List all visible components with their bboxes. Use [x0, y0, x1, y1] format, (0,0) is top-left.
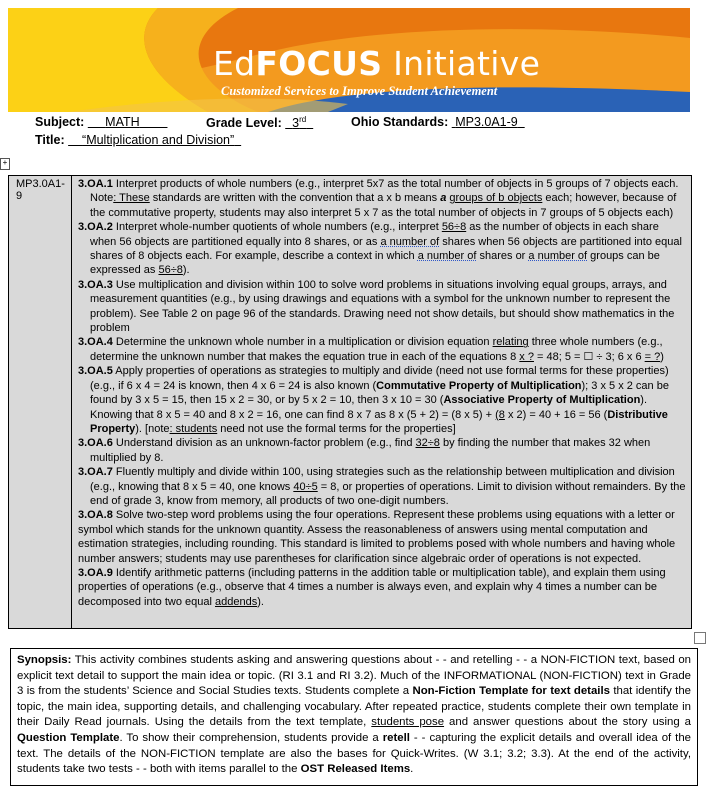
ohio-standards-label: Ohio Standards:	[351, 115, 449, 129]
title-value: “Multiplication and Division”	[82, 133, 235, 147]
standards-code-cell: MP3.0A1-9	[9, 176, 72, 628]
standard-3-oa-3: 3.OA.3 Use multiplication and division within 100 to solve word problems in situations involving equal groups, arrays, and measurement quantities (e.g., by using drawings and equations with a symbol for the unknown number to represent the problem). See Table 2 on page 96 of the standards. Drawing need not show details, but should show mathematics in the problem	[78, 278, 675, 335]
brand-logo-text: EdFOCUS Initiative	[213, 44, 541, 83]
standard-3-oa-6: 3.OA.6 Understand division as an unknown-factor problem (e.g., find 32÷8 by finding the number that makes 32 when multiplied by 8.	[78, 437, 651, 464]
standards-table	[8, 175, 692, 629]
standard-3-oa-9: 3.OA.9 Identify arithmetic patterns (including patterns in the addition table or multiplication table), and explain them using properties of operations (e.g., observe that 4 times a number is always even, and explain why 4 times a number can be decomposed into two equal addends).	[78, 566, 666, 608]
standard-3-oa-4: 3.OA.4 Determine the unknown whole number in a multiplication or division equation relating three whole numbers (e.g., determine the unknown number that makes the equation true in each of the equations 8 x ? = 48; 5 = ☐ ÷ 3; 6 x 6 = ?)	[78, 336, 664, 363]
standard-3-oa-8: 3.OA.8 Solve two-step word problems using the four operations. Represent these problems using equations with a letter or symbol which stands for the unknown quantity. Assess the reasonableness of answers using mental computation and estimation strategies, including rounding. This standard is limited to problems posed with whole numbers and having whole number answers; students may use parentheses for clarification since algebraic order of operations is not expected.	[78, 509, 676, 565]
grade-level-label: Grade Level:	[206, 116, 282, 131]
subject-value: MATH	[105, 115, 140, 129]
grade-level-value: 3rd	[292, 115, 307, 131]
title-label: Title:	[35, 133, 65, 147]
edfocus-banner	[8, 8, 690, 112]
title-field	[35, 133, 241, 147]
brand-tagline: Customized Services to Improve Student Achievement	[221, 84, 498, 98]
ohio-standards-value: MP3.0A1-9	[455, 115, 518, 129]
ohio-standards-field	[351, 115, 525, 129]
table-move-handle[interactable]: +	[0, 158, 10, 170]
subject-label: Subject:	[35, 115, 85, 129]
standard-3-oa-1: 3.OA.1 Interpret products of whole numbers (e.g., interpret 5x7 as the total number of objects in 5 groups of 7 objects each. Note: These standards are written with the convention that a x b means a groups of b objects each; however, because of the commutative property, students may also interpret 5 x 7 as the total number of objects in 7 groups of 5 objects each)	[78, 178, 679, 219]
standard-3-oa-7: 3.OA.7 Fluently multiply and divide within 100, using strategies such as the relationship between multiplication and division (e.g., knowing that 8 x 5 = 40, one knows 40÷5 = 8, or properties of operations. Limit to division without remainders. By the end of grade 3, know from memory, all products of two one-digit numbers.	[78, 466, 686, 507]
synopsis-label: Synopsis:	[17, 654, 72, 666]
synopsis-box: Synopsis: This activity combines students asking and answering questions about - - and retelling - - a NON-FICTION text, based on explicit text detail to support the main idea or topic. (RI 3.1 and RI 3.2). Much of the INFORMATIONAL (NON-FICTION) text in Grade 3 is from the students’ Science and Social Studies texts. Students complete a Non-Fiction Template for text details that identify the topic, the main idea, supporting details, and challenging vocabulary. After repeated practice, students complete their own template in their Daily Read journals. Using the details from the text template, students pose and answer questions about the story using a Question Template. To show their comprehension, students provide a retell - - capturing the explicit details and overall idea of the text. The details of the NON-FICTION template are also the bases for Quick-Writes. (W 3.1; 3.2; 3.3). At the end of the activity, students take two tests - - both with items parallel to the OST Released Items.	[10, 648, 698, 786]
standard-3-oa-2: 3.OA.2 Interpret whole-number quotients of whole numbers (e.g., interpret 56÷8 as the number of objects in each share when 56 objects are partitioned equally into 8 shares, or as a number of shares when 56 objects are partitioned into equal shares of 8 objects each. For example, describe a context in which a number of shares or a number of groups can be expressed as 56÷8).	[78, 221, 682, 277]
standards-content-cell	[78, 177, 688, 609]
table-resize-handle[interactable]	[694, 632, 706, 644]
standard-3-oa-5: 3.OA.5 Apply properties of operations as strategies to multiply and divide (need not use formal terms for these properties) (e.g., if 6 x 4 = 24 is known, then 4 x 6 = 24 is also known (Commutative Property of Multiplication); 3 x 5 x 2 can be found by 3 x 5 = 15, then 15 x 2 = 30, or by 5 x 2 = 10, then 3 x 10 = 30 (Associative Property of Multiplication). Knowing that 8 x 5 = 40 and 8 x 2 = 16, one can find 8 x 7 as 8 x (5 + 2) = (8 x 5) + (8 x 2) = 40 + 16 = 56 (Distributive Property). [note: students need not use the formal terms for the properties]	[78, 365, 669, 435]
grade-level-field	[206, 115, 313, 130]
subject-field	[35, 115, 167, 129]
